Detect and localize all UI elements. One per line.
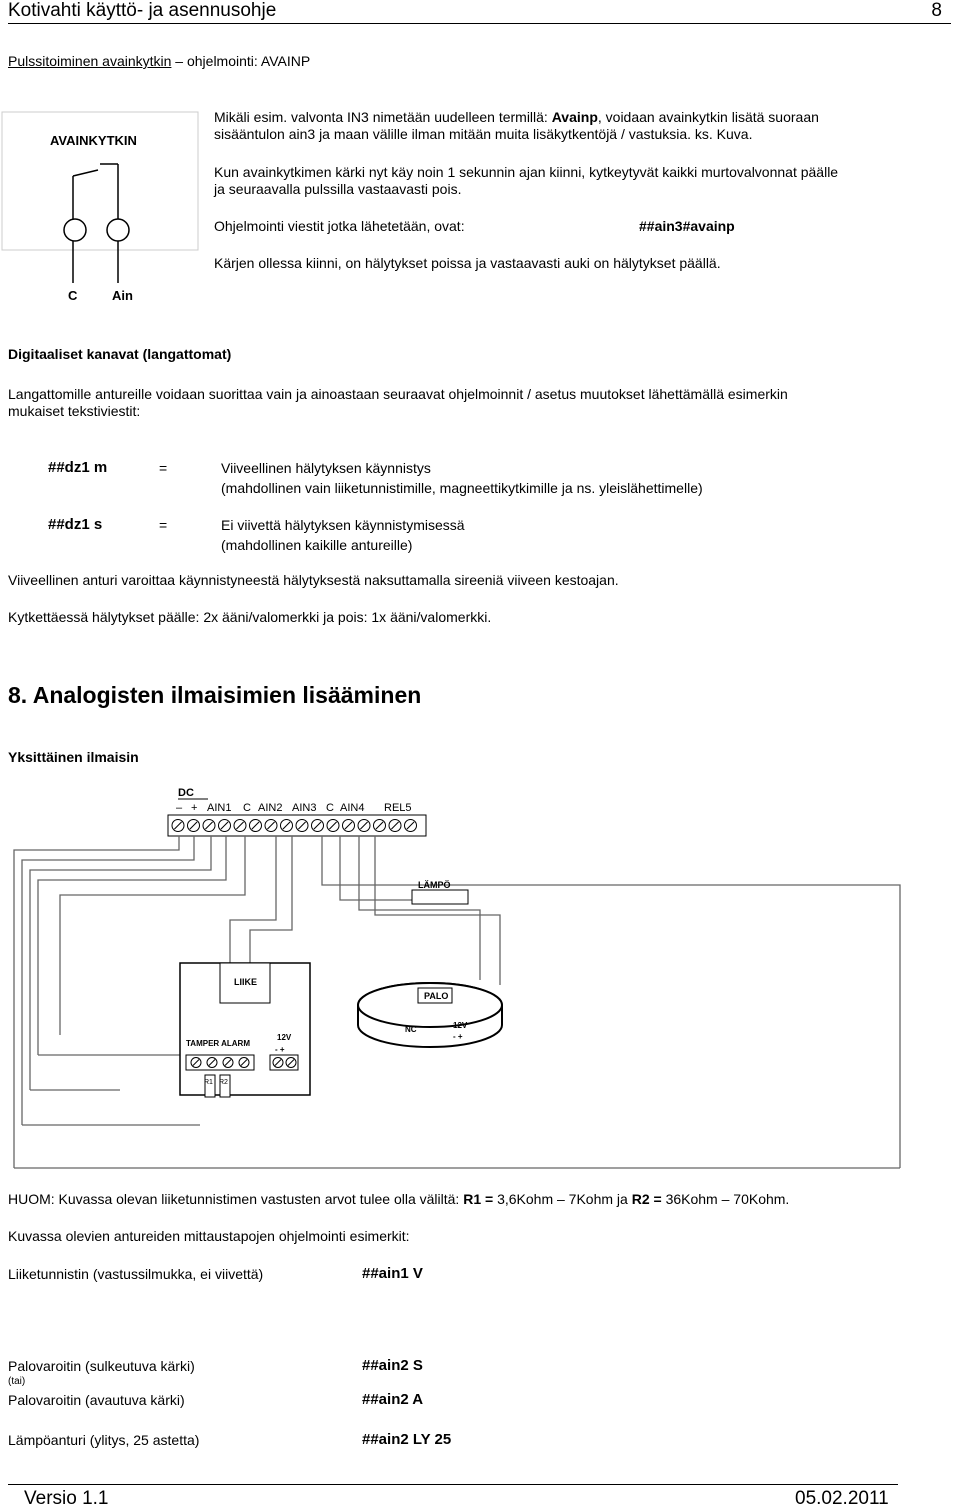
single-detector-subheading: Yksittäinen ilmaisin [8,749,139,765]
wireless-section-title: Digitaaliset kanavat (langattomat) [8,346,232,362]
example-label: Lämpöanturi (ylitys, 25 astetta) [8,1432,200,1448]
example-label: Palovaroitin (sulkeutuva kärki) [8,1358,195,1374]
pulse-title-rest: – ohjelmointi: AVAINP [171,53,311,69]
command-code: ##dz1 s [48,516,103,533]
footer-version: Versio 1.1 [24,1488,109,1509]
wireless-intro-line-1: Langattomille antureille voidaan suorittaa vain ja ainoastaan seuraavat ohjelmoinnit / asetus muutokset lähettämällä esimerkin [8,386,788,402]
nc-label: NC [405,1025,417,1034]
wireless-intro-line-2: mukaiset tekstiviestit: [8,403,141,419]
switch-contact [73,170,98,176]
terminal-label: AIN3 [292,802,317,814]
terminal-c [64,219,86,241]
pulse-paragraph-1-line-1: Mikäli esim. valvonta IN3 nimetään uudelleen termillä: Avainp, voidaan avainkytkin lisätä suoraan [214,109,819,125]
analog-section-heading: 8. Analogisten ilmaisimien lisääminen [8,682,422,708]
command-equals: = [159,517,168,533]
footer-date: 05.02.2011 [795,1488,889,1509]
example-code: ##ain2 S [362,1357,423,1374]
key-switch-label: AVAINKYTKIN [50,133,137,148]
dc-label: DC [178,787,194,799]
tamper-alarm-label: TAMPER ALARM [186,1039,250,1048]
r2-label: R2 [219,1079,228,1086]
terminal-label: AIN1 [207,802,232,814]
terminal-ain [107,219,129,241]
key-switch-figure [0,108,200,308]
motion-12v-label: 12V [277,1033,292,1042]
example-code: ##ain2 LY 25 [362,1431,452,1448]
terminal-label: C [326,802,334,814]
example-code: ##ain2 A [362,1391,424,1408]
pulse-paragraph-1-line-2: sisääntulon ain3 ja maan välille ilman mitään muita lisäkytkentöjä / vastuksia. ks. Kuva. [214,126,753,142]
pulse-paragraph-2-line-1: Kun avainkytkimen kärki nyt käy noin 1 sekunnin ajan kiinni, kytkeytyvät kaikki murtovalvonnat päälle [214,164,839,180]
page-number: 8 [931,0,942,21]
pulse-paragraph-4: Kärjen ollessa kiinni, on hälytykset poissa ja vastaavasti auki on hälytykset päällä. [214,255,721,271]
pulse-paragraph-2-line-2: ja seuraavalla pulssilla vastaavasti pois. [214,181,462,197]
header-divider [8,23,951,24]
footer-divider [8,1484,898,1485]
motion-polarity-label: - + [275,1045,285,1054]
command-code: ##dz1 m [48,459,108,476]
example-label: Liiketunnistin (vastussilmukka, ei viivettä) [8,1266,264,1282]
terminal-label: + [191,802,198,814]
palo-label: PALO [424,991,449,1001]
terminal-label: AIN4 [340,802,365,814]
liike-label: LIIKE [234,977,258,987]
tai-label: (tai) [8,1376,26,1387]
terminal-label: C [243,802,251,814]
pulse-section-title [8,53,310,70]
terminal-label: – [176,802,183,814]
terminal-ain-label: Ain [112,288,133,303]
temperature-sensor [412,890,468,904]
command-description-detail: (mahdollinen vain liiketunnistimille, magneettikytkimille ja ns. yleislähettimelle) [221,480,703,496]
smoke-polarity-label: - + [453,1032,463,1041]
example-code: ##ain1 V [362,1265,423,1282]
examples-title: Kuvassa olevien antureiden mittaustapojen ohjelmointi esimerkit: [8,1228,410,1244]
wiring-diagram [0,770,960,1170]
pulse-title-link[interactable]: Pulssitoiminen avainkytkin [8,53,172,69]
command-description: Ei viivettä hälytyksen käynnistymisessä [221,517,465,533]
command-description-detail: (mahdollinen kaikille antureille) [221,537,413,553]
document-header-title: Kotivahti käyttö- ja asennusohje [8,0,277,21]
huom-note: HUOM: Kuvassa olevan liiketunnistimen vastusten arvot tulee olla väliltä: R1 = 3,6Kohm – 7Kohm ja R2 = 36Kohm – 70Kohm. [8,1191,790,1207]
r1-label: R1 [204,1079,213,1086]
lampo-label: LÄMPÖ [418,880,451,890]
wireless-note-1: Viiveellinen anturi varoittaa käynnistyneestä hälytyksestä naksuttamalla sireeniä viiveen kestoajan. [8,572,619,588]
terminal-label: AIN2 [258,802,283,814]
command-equals: = [159,460,168,476]
example-label: Palovaroitin (avautuva kärki) [8,1392,185,1408]
command-description: Viiveellinen hälytyksen käynnistys [221,460,431,476]
programming-messages-label: Ohjelmointi viestit jotka lähetetään, ovat: [214,218,465,234]
wireless-note-2: Kytkettäessä hälytykset päälle: 2x ääni/valomerkki ja pois: 1x ääni/valomerkki. [8,609,492,625]
terminal-c-label: C [68,288,78,303]
programming-code: ##ain3#avainp [639,218,735,234]
terminal-label: REL5 [384,802,412,814]
smoke-12v-label: 12V [453,1021,468,1030]
